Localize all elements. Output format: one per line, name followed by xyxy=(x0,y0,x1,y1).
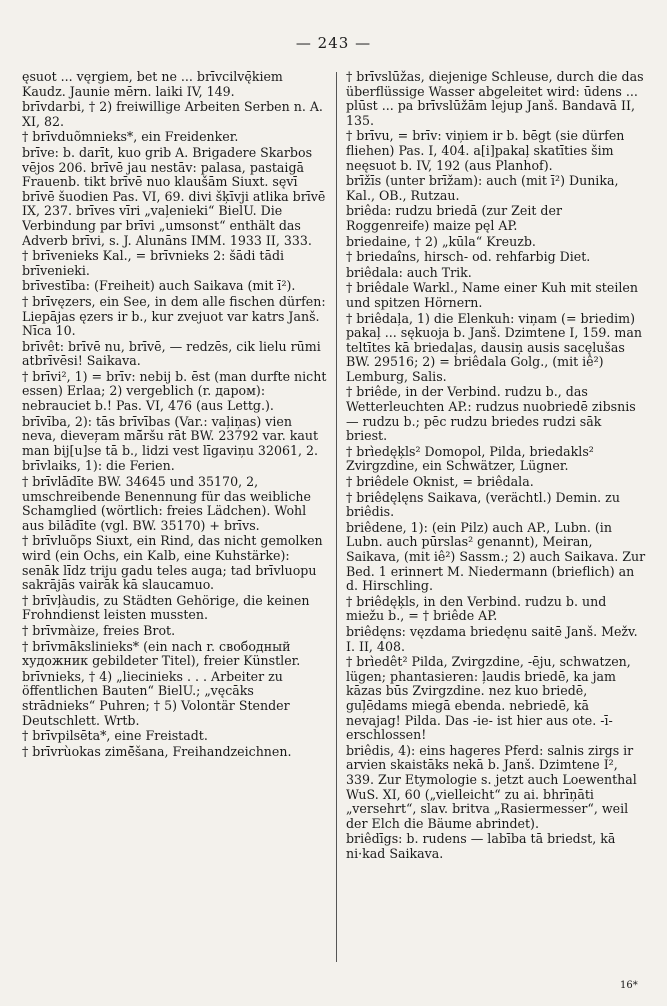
dictionary-entry: † brīvduõmnieks*, ein Freidenker. xyxy=(22,129,239,145)
dictionary-entry: † briêdęlęns Saikava, (verächtl.) Demin. zu briêdis. xyxy=(346,489,620,520)
dictionary-entry: brīvība, 2): tās brīvības (Var.: vaļiņas) vien neva, dieveŗam mā̆ršu rāt BW. 23792 var. kaut man bij[u]se tā b., lidzi vest līgaviņu 32061, 2. xyxy=(22,413,319,458)
right-column xyxy=(346,70,646,970)
dictionary-entry: brīvêt: brīvē nu, brīvē, — redzēs, cik lielu rūmi atbrīvēsi! Saikava. xyxy=(22,338,321,369)
dictionary-entry: † brīvrùokas zimē̆šana, Freihandzeichnen. xyxy=(22,743,292,759)
dictionary-entry: † brìedêt² Pilda, Zvirgzdine, -ēju, schwatzen, lügen; phantasieren: ļaudis briedē, ka jam kāzas būs Zvirgzdine. nez kuo briedē, guļ̄ēdams miegā ebenda. nebriedē, kā nevajag! Pilda. Das -ie- ist hier aus ote. -ī- erschlossen! xyxy=(346,654,631,743)
dictionary-entry: briêdęns: vęzdama briedęnu saitē Janš. Mežv. I. II, 408. xyxy=(346,623,638,654)
dictionary-entry: brīvlaiks, 1): die Ferien. xyxy=(22,458,175,474)
dictionary-entry: † brīvļàudis, zu Städten Gehörige, die keinen Frohndienst leisten mussten. xyxy=(22,592,310,623)
dictionary-entry: † brìedęķls² Domopol, Pilda, briedakls² Zvirgzdine, ein Schwätzer, Lügner. xyxy=(346,443,594,474)
dictionary-entry: † briedaîns, hirsch- od. rehfarbig Diet. xyxy=(346,249,591,265)
dictionary-entry: brīvestība: (Freiheit) auch Saikava (mit ī²). xyxy=(22,278,296,294)
dictionary-entry: † brīvi², 1) = brīv: nebij b. ēst (man durfte nicht essen) Erlaa; 2) vergeblich (r. даром): nebrauciet b.! Pas. VI, 476 (aus Lettg.). xyxy=(22,368,327,414)
dictionary-entry: briêdis, 4): eins hageres Pferd: salnis zirgs ir arvien skaistāks nekā b. Janš. Dzimtene I², 339. Zur Etymologie s. jetzt auch Loewenthal WuS. XI, 60 („vielleicht“ zu ai. bhrīņāti „versehrt“, slav. britva „Rasiermesser“, weil der Elch die Bäume abrindet). xyxy=(346,742,637,831)
dictionary-entry: † brīvmākslinieks* (ein nach r. свободный художник gebildeter Titel), freier Künstler. xyxy=(22,638,301,669)
column-divider xyxy=(336,72,337,962)
dictionary-entry: † briêdale Warkl., Name einer Kuh mit steilen und spitzen Hörnern. xyxy=(346,280,638,310)
dictionary-entry: briêdala: auch Trik. xyxy=(346,264,472,280)
dictionary-entry: † briêde, in der Verbind. rudzu b., das Wetterleuchten AP.: rudzus nuobriedē zibsnis — rudzu b.; pēc rudzu briedes rudzi sāk briest. xyxy=(346,384,636,444)
dictionary-columns xyxy=(22,70,648,990)
dictionary-entry: brīžīs (unter brīžam): auch (mit ī²) Dunika, Kal., OB., Rutzau. xyxy=(346,173,619,203)
dictionary-entry: † briêdele Oknist, = briêdala. xyxy=(346,474,534,490)
dictionary-entry: † briêdęķls, in den Verbind. rudzu b. und miežu b., = † briêde AP. xyxy=(346,593,607,624)
dictionary-entry: briêdene, 1): (ein Pilz) auch AP., Lubn. (in Lubn. auch pūrslas² genannt), Meiran, Saikava, (mit iê²) Sassm.; 2) auch Saikava. Zur Bed. 1 erinnert M. Niedermann (brieflich) an d. Hirschling. xyxy=(346,519,646,594)
page-number: — 243 — xyxy=(295,34,372,52)
dictionary-entry: † brīvu, = brīv: viņiem ir b. bēgt (sie dürfen fliehen) Pas. I, 404. a[i]pakaļ skatīties šim neęsuot b. IV, 192 (aus Planhof). xyxy=(346,128,625,173)
dictionary-entry: brīvdarbi, † 2) freiwillige Arbeiten Serben n. A. XI, 82. xyxy=(22,99,323,129)
dictionary-entry: brīve: b. darīt, kuo grib A. Brigadere Skarbos vējos 206. brīvē jau nestāv: palasa, pastaigā Frauenb. tikt brīvē nuo klaušām Siuxt. sęvī brīvē šuodien Pas. VI, 69. divi šķīvji atlika brīvē IX, 237. brīves vīri „vaļenieki“ BielU. Die Verbindung par brīvi „umsonst“ enthält das Adverb brīvi, s. J. Alunāns IMM. 1933 II, 333. xyxy=(22,144,326,248)
dictionary-entry: ęsuot ... vęrgiem, bet ne ... brīvcilvę̄kiem Kaudz. Jaunie mērn. laiki IV, 149. xyxy=(22,70,283,99)
dictionary-entry: † brīvslūžas, diejenige Schleuse, durch die das überflüssige Wasser abgeleitet wird: ūdens ... plūst ... pa brīvslūžām lejup Janš. Bandavā II, 135. xyxy=(346,70,644,128)
dictionary-entry: † briêdaļa, 1) die Elenkuh: viņam (= briedim) pakaļ ... sękuoja b. Janš. Dzimtene I, 159. man teltītes kā briedaļas, dausiņ ausis sacęlušas BW. 29516; 2) = briêdala Golg., (mit iê²) Lemburg, Salis. xyxy=(346,310,642,384)
dictionary-entry: † brīvęzers, ein See, in dem alle fischen dürfen: Liepājas ęzers ir b., kur zvejuot var katrs Janš. Nīca 10. xyxy=(22,293,326,339)
dictionary-entry: briêdīgs: b. rudens — labība tā briedst, kā ni·kad Saikava. xyxy=(346,831,616,861)
dictionary-entry: † brīvlādīte BW. 34645 und 35170, 2, umschreibende Benennung für das weibliche Schamglied (wörtlich: freies Lädchen). Wohl aus bilādīte (vgl. BW. 35170) + brīvs. xyxy=(22,474,311,533)
left-column xyxy=(22,70,330,970)
signature-mark: 16* xyxy=(620,980,638,991)
dictionary-entry: † brīvpilsēta*, eine Freistadt. xyxy=(22,728,208,744)
dictionary-entry: † brīvluõps Siuxt, ein Rind, das nicht gemolken wird (ein Ochs, ein Kalb, eine Kuhstärke): senāk līdz triju gadu teles auga; tad brīvluopu sakrājās vairāk kā slaucamuo. xyxy=(22,533,323,593)
dictionary-entry: briêda: rudzu briedā (zur Zeit der Roggenreife) maize pęl AP. xyxy=(346,203,562,233)
dictionary-entry: † brīvmàize, freies Brot. xyxy=(22,622,176,638)
dictionary-entry: brīvnieks, † 4) „liecinieks . . . Arbeiter zu öffentlichen Bauten“ BielU.; „vęcāks strādnieks“ Puhren; † 5) Volontär Stender Deutschlett. Wrtb. xyxy=(22,668,290,728)
dictionary-entry: briedaine, † 2) „kūla“ Kreuzb. xyxy=(346,233,536,249)
dictionary-entry: † brīvenieks Kal., = brīvnieks 2: šādi tādi brīvenieki. xyxy=(22,248,285,278)
